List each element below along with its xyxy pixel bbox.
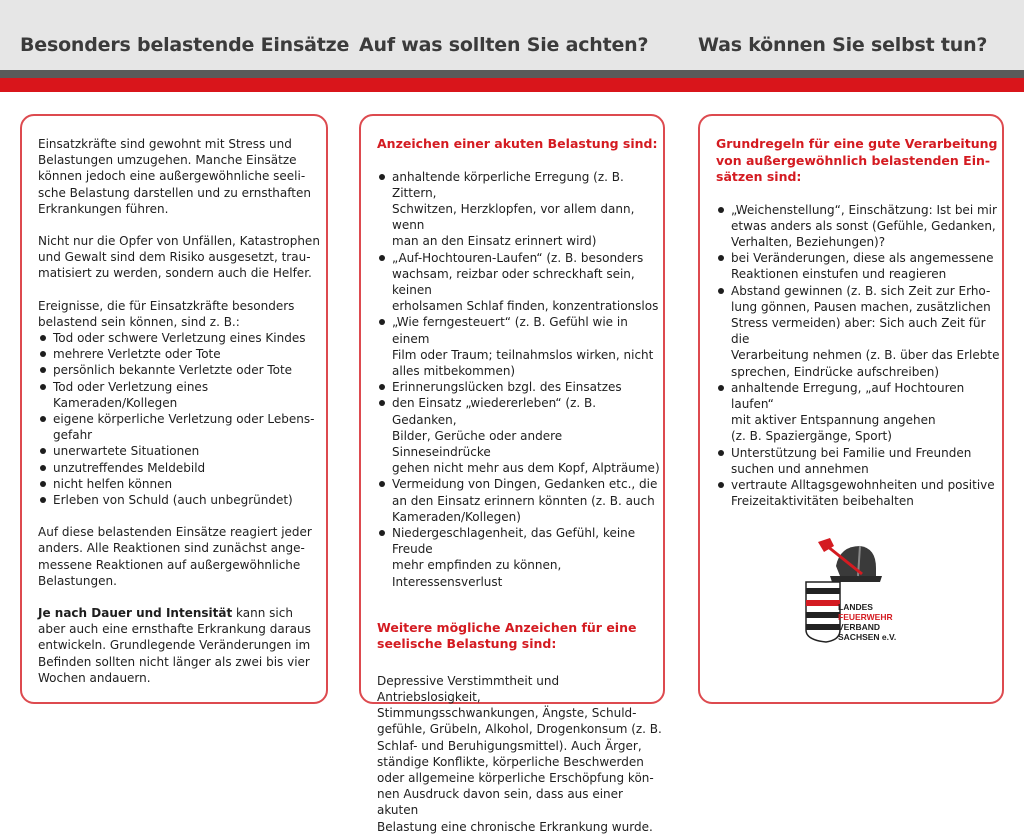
column-3-title: Was können Sie selbst tun?	[698, 34, 988, 56]
list-item: persönlich bekannte Verletzte oder Tote	[38, 362, 323, 378]
ground-rules-heading: Grundregeln für eine gute Verarbeitung von außergewöhnlich belastenden Ein- sätzen sind:	[716, 136, 998, 184]
list-item: Tod oder Verletzung eines Kameraden/Kollegen	[38, 379, 323, 411]
list-item: anhaltende körperliche Erregung (z. B. Zittern, Schwitzen, Herzklopfen, vor allem dann, wenn man an den Einsatz erinnert wird)	[377, 169, 662, 250]
further-signs-paragraph: Depressive Verstimmtheit und Antriebslosigkeit, Stimmungsschwankungen, Ängste, Schuld- gefühle, Grübeln, Alkohol, Drogenkonsum (z. B. Schlaf- und Beruhigungsmittel). Auch Ärger, ständige Konflikte, körperliche Beschwerden oder allgemeine körperliche Erschöpfung kön- nen Ausdruck davon sein, dass aus einer akuten Belastung eine chronische Erkrankung wurde.	[377, 673, 662, 834]
logo-wordmark: LANDES FEUERWEHR VERBAND SACHSEN e.V.	[838, 602, 897, 642]
list-item: anhaltende Erregung, „auf Hochtouren laufen“ mit aktiver Entspannung angehen (z. B. Spaziergänge, Sport)	[716, 380, 1001, 445]
list-item: eigene körperliche Verletzung oder Lebens- gefahr	[38, 411, 323, 443]
acute-signs-list	[377, 169, 662, 590]
list-item: Erleben von Schuld (auch unbegründet)	[38, 492, 323, 508]
list-item: Erinnerungslücken bzgl. des Einsatzes	[377, 379, 662, 395]
list-item: Niedergeschlagenheit, das Gefühl, keine Freude mehr empfinden zu können, Interessensverlust	[377, 525, 662, 590]
events-list	[38, 330, 323, 508]
list-item: unerwartete Situationen	[38, 443, 323, 459]
header-stripe-dark	[0, 70, 1024, 78]
panel-2-content	[377, 136, 662, 835]
duration-paragraph: Je nach Dauer und Intensität kann sich aber auch eine ernsthafte Erkrankung daraus entwickeln. Grundlegende Veränderungen im Befinden sollten nicht länger als zwei bis vier Wochen andauern.	[38, 606, 311, 685]
helpers-paragraph: Nicht nur die Opfer von Unfällen, Katastrophen und Gewalt sind dem Risiko ausgesetzt, trau- matisiert zu werden, sondern auch die Helfer.	[38, 234, 320, 281]
intro-paragraph: Einsatzkräfte sind gewohnt mit Stress und Belastungen umzugehen. Manche Einsätze können jedoch eine außergewöhnliche seeli- sche Belastung darstellen und zu ernsthaften Erkrankungen führen.	[38, 137, 311, 216]
panel-3-content	[716, 136, 1001, 509]
header-stripe-red	[0, 78, 1024, 92]
column-1-title: Besonders belastende Einsätze	[20, 34, 350, 56]
list-item: bei Veränderungen, diese als angemessene Reaktionen einstufen und reagieren	[716, 250, 1001, 282]
list-item: den Einsatz „wiedererleben“ (z. B. Gedanken, Bilder, Gerüche oder andere Sinneseindrücke gehen nicht mehr aus dem Kopf, Alpträume)	[377, 395, 662, 476]
events-intro: Ereignisse, die für Einsatzkräfte besonders belastend sein können, sind z. B.:	[38, 298, 295, 329]
ground-rules-list	[716, 202, 1001, 510]
list-item: Tod oder schwere Verletzung eines Kindes	[38, 330, 323, 346]
list-item: Unterstützung bei Familie und Freunden suchen und annehmen	[716, 445, 1001, 477]
list-item: unzutreffendes Meldebild	[38, 460, 323, 476]
list-item: Vermeidung von Dingen, Gedanken etc., die an den Einsatz erinnern könnten (z. B. auch Kameraden/Kollegen)	[377, 476, 662, 525]
panel-1-content	[38, 136, 323, 686]
list-item: vertraute Alltagsgewohnheiten und positive Freizeitaktivitäten beibehalten	[716, 477, 1001, 509]
helmet-icon	[836, 546, 876, 576]
list-item: mehrere Verletzte oder Tote	[38, 346, 323, 362]
list-item: „Wie ferngesteuert“ (z. B. Gefühl wie in einem Film oder Traum; teilnahmslos wirken, nicht alles mitbekommen)	[377, 314, 662, 379]
reactions-paragraph: Auf diese belastenden Einsätze reagiert jeder anders. Alle Reaktionen sind zunächst ange- messene Reaktionen auf außergewöhnliche Belastungen.	[38, 525, 312, 588]
list-item: Abstand gewinnen (z. B. sich Zeit zur Erho- lung gönnen, Pausen machen, zusätzlichen Stress vermeiden) aber: Sich auch Zeit für die Verarbeitung nehmen (z. B. über das Erlebte sprechen, Eindrücke aufschreiben)	[716, 283, 1001, 380]
list-item: nicht helfen können	[38, 476, 323, 492]
column-2-title: Auf was sollten Sie achten?	[359, 34, 649, 56]
list-item: „Weichenstellung“, Einschätzung: Ist bei mir etwas anders als sonst (Gefühle, Gedanken, Verhalten, Beziehungen)?	[716, 202, 1001, 251]
acute-signs-heading: Anzeichen einer akuten Belastung sind:	[377, 136, 658, 151]
further-signs-heading: Weitere mögliche Anzeichen für eine seelische Belastung sind:	[377, 619, 637, 652]
list-item: „Auf-Hochtouren-Laufen“ (z. B. besonders wachsam, reizbar oder schreckhaft sein, keinen erholsamen Schlaf finden, konzentrationslos	[377, 250, 662, 315]
